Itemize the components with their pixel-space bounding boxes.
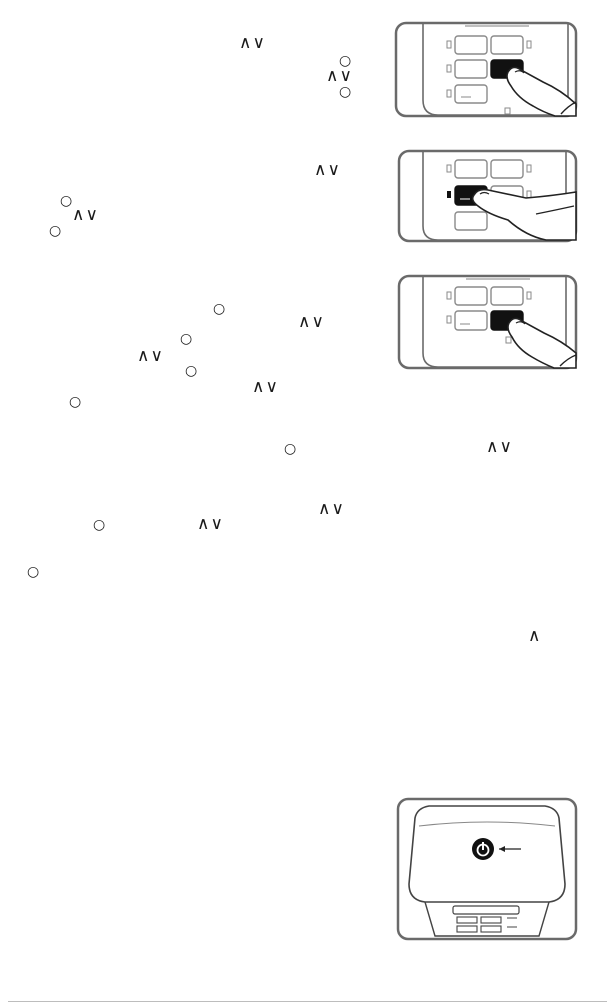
illustration-remote-press-right-2 [396, 273, 579, 371]
ok-circle-icon: ○ [339, 53, 352, 69]
ok-circle-icon: ○ [213, 301, 226, 317]
up-down-arrows-icon: ∧∨ [326, 66, 353, 86]
page-bottom-rule [8, 1001, 607, 1002]
up-down-arrows-icon: ∧∨ [298, 312, 325, 332]
up-down-arrows-icon: ∧∨ [137, 346, 164, 366]
up-down-arrows-icon: ∧∨ [314, 160, 341, 180]
ok-circle-icon: ○ [69, 394, 82, 410]
up-down-arrows-icon: ∧∨ [72, 205, 99, 225]
ok-circle-icon: ○ [27, 564, 40, 580]
ok-circle-icon: ○ [339, 84, 352, 100]
up-arrow-icon: ∧ [528, 626, 541, 646]
ok-circle-icon: ○ [284, 441, 297, 457]
up-down-arrows-icon: ∧∨ [318, 499, 345, 519]
illustration-device-power-button [395, 796, 579, 942]
ok-circle-icon: ○ [180, 331, 193, 347]
up-down-arrows-icon: ∧∨ [197, 514, 224, 534]
ok-circle-icon: ○ [49, 223, 62, 239]
ok-circle-icon: ○ [185, 363, 198, 379]
illustration-remote-press-left [396, 148, 579, 244]
ok-circle-icon: ○ [93, 517, 106, 533]
up-down-arrows-icon: ∧∨ [239, 33, 266, 53]
up-down-arrows-icon: ∧∨ [252, 377, 279, 397]
up-down-arrows-icon: ∧∨ [486, 437, 513, 457]
illustration-remote-press-right [393, 20, 579, 119]
ok-circle-icon: ○ [60, 193, 73, 209]
